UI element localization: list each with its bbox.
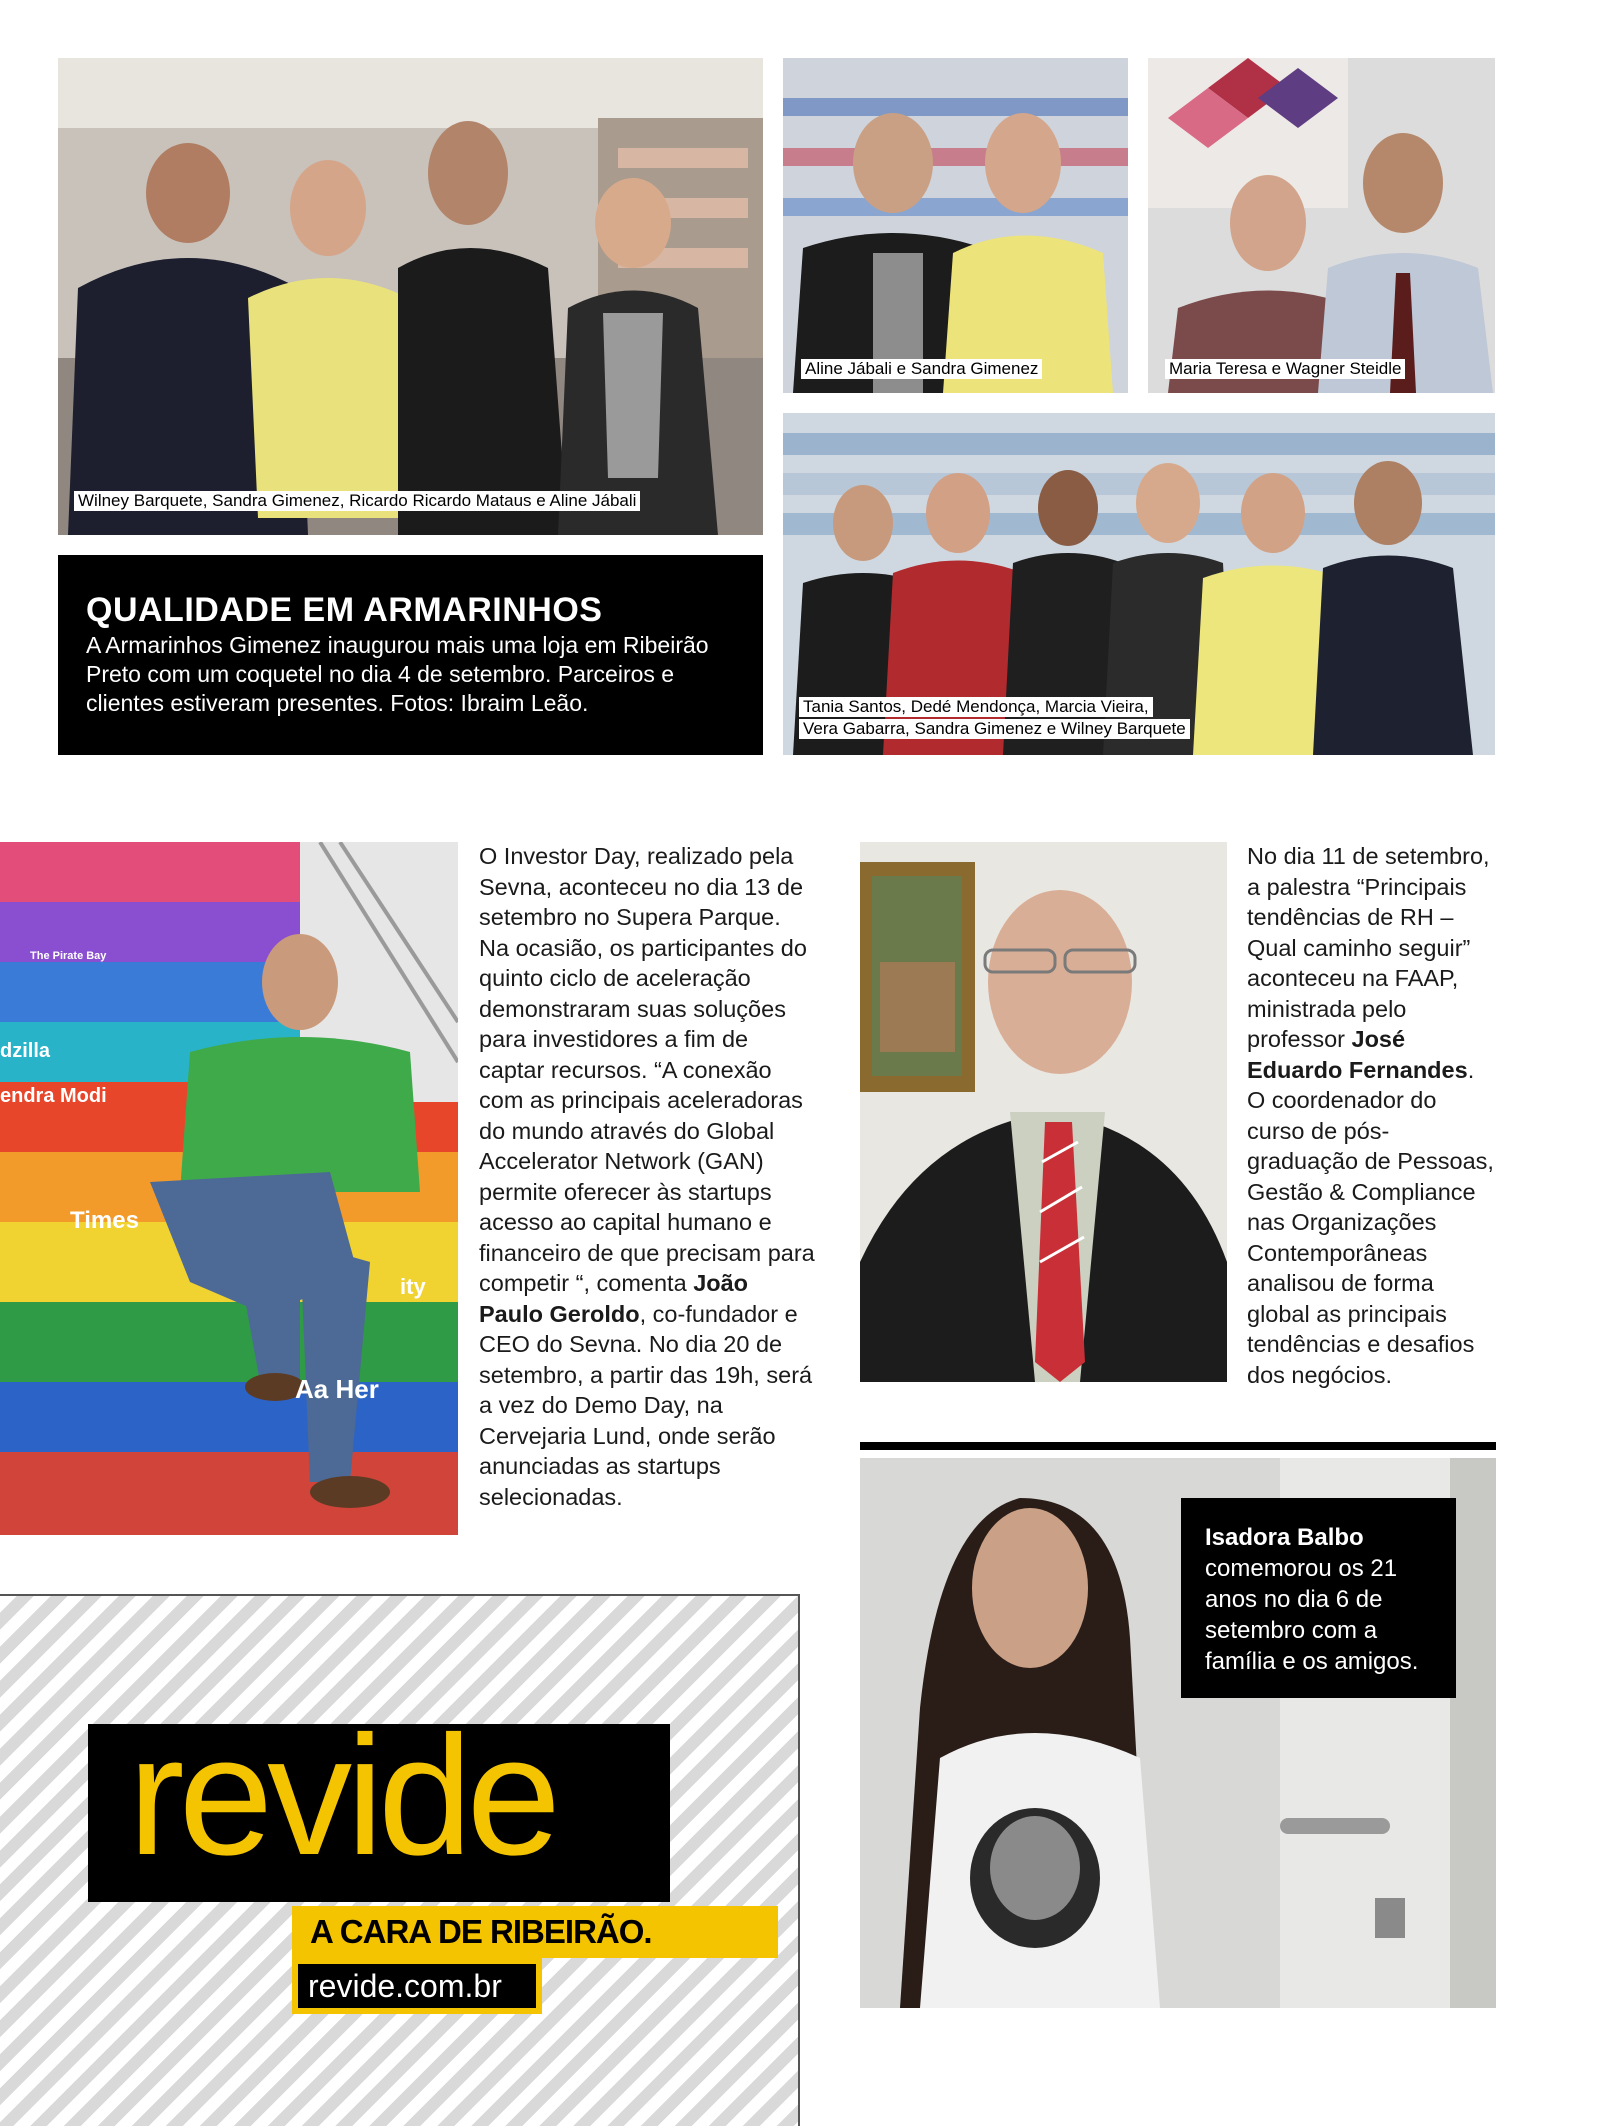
jose-eduardo-photo [860,842,1227,1382]
revide-logo-box [88,1701,670,1902]
group-caption-line1: Tania Santos, Dedé Mendonça, Marcia Vieira, [799,697,1153,717]
isadora-photo [860,1458,1496,2008]
stair-label-1: The Pirate Bay [30,950,107,962]
aline-sandra-photo [783,58,1128,393]
stair-label-2: dzilla [0,1040,51,1062]
main-photo-caption: Wilney Barquete, Sandra Gimenez, Ricardo Ricardo Mataus e Aline Jábali [74,491,640,511]
main-group-photo [58,58,763,535]
maria-wagner-caption: Maria Teresa e Wagner Steidle [1165,359,1405,379]
armarinhos-title-box [58,555,763,755]
stair-label-3: endra Modi [0,1085,107,1107]
group-caption-line2: Vera Gabarra, Sandra Gimenez e Wilney Barquete [799,719,1190,739]
aline-sandra-caption: Aline Jábali e Sandra Gimenez [801,359,1042,379]
maria-wagner-photo [1148,58,1495,393]
revide-ad [0,1594,800,2126]
revide-logo: revide [128,1701,556,1891]
isadora-top-rule [860,1442,1496,1450]
stair-label-6: Aa Her [295,1374,379,1404]
group-staff-photo [783,413,1495,755]
isadora-text: comemorou os 21 anos no dia 6 de setembro com a família e os amigos. [1205,1555,1419,1675]
palestra-person-name: José Eduardo Fernandes [1247,1026,1468,1083]
stairs-photo [0,842,458,1535]
isadora-caption-box [1181,1498,1456,1698]
palestra-text: No dia 11 de setembro, a palestra “Principais tendências de RH – Qual caminho seguir” aconteceu na FAAP, ministrada pelo professor José Eduardo Fernandes. O coordenador do curso de pós-graduação de Pessoas, Gestão & Compliance nas Organizações Contemporâneas analisou de forma global as principais tendências e desafios dos negócios. [1247,843,1494,1388]
isadora-name: Isadora Balbo [1205,1524,1364,1551]
stair-label-4: Times [70,1207,139,1234]
revide-url-text[interactable]: revide.com.br [298,1964,536,2008]
armarinhos-body: A Armarinhos Gimenez inaugurou mais uma loja em Ribeirão Preto com um coquetel no dia 4 de setembro. Parceiros e clientes estiveram presentes. Fotos: Ibraim Leão. [86,632,709,716]
investor-person-name: João Paulo Geroldo [479,1270,749,1327]
revide-tagline: A CARA DE RIBEIRÃO. [292,1906,778,1958]
revide-url[interactable] [292,1958,542,2014]
investor-day-text: O Investor Day, realizado pela Sevna, aconteceu no dia 13 de setembro no Supera Parque. Na ocasião, os participantes do quinto ciclo de aceleração demonstraram suas soluções para investidores a fim de captar recursos. “A conexão com as principais aceleradoras do mundo através do Global Accelerator Network (GAN) permite oferecer às startups acesso ao capital humano e financeiro de que precisam para competir “, comenta João Paulo Geroldo, co-fundador e CEO do Sevna. No dia 20 de setembro, a partir das 19h, será a vez do Demo Day, na Cervejaria Lund, onde serão anunciadas as startups selecionadas. [479,843,815,1510]
armarinhos-title: QUALIDADE EM ARMARINHOS [86,591,603,629]
stair-label-5: ity [400,1274,426,1299]
